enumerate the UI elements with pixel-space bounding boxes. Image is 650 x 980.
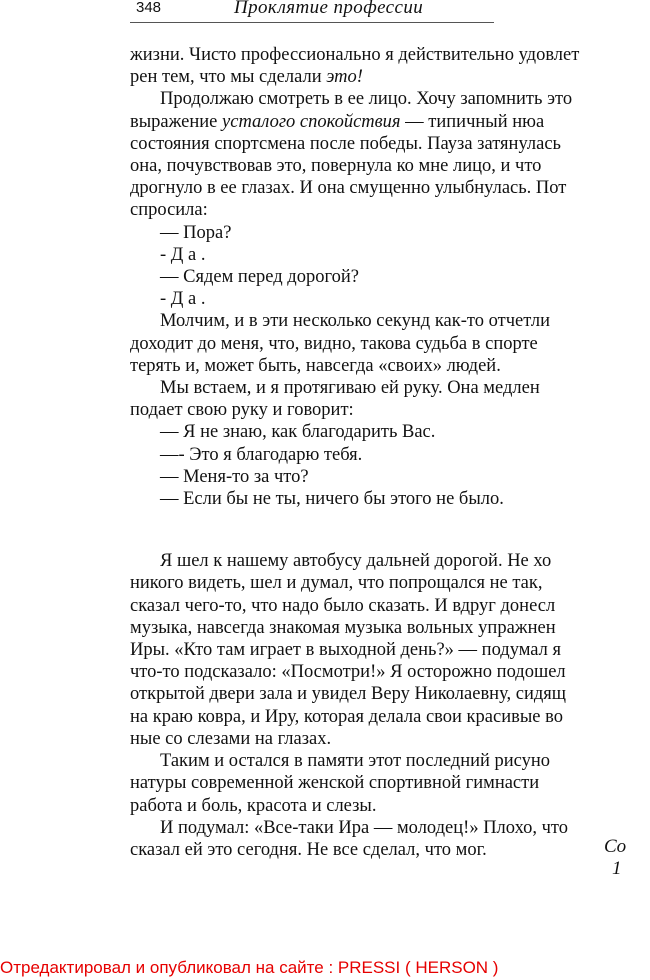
text-line: на краю ковра, и Иру, которая делала свои красивые во	[130, 706, 563, 727]
text-line: открытой двери зала и увидел Веру Николаевну, сидящ	[130, 684, 567, 705]
text-line: Таким и остался в памяти этот последний рисуно	[160, 751, 551, 772]
text-line: выражение усталого спокойствия — типичный нюа	[130, 111, 545, 132]
body-text	[130, 44, 650, 861]
dialogue-line: — Сядем перед дорогой?	[160, 267, 359, 288]
signature-line-2: 1	[612, 858, 622, 879]
text-line: дрогнуло в ее глазах. И она смущенно улыбнулась. Пот	[130, 178, 567, 199]
text-line: подает свою руку и говорит:	[130, 400, 354, 421]
dialogue-line: — Пора?	[160, 222, 232, 243]
dialogue-line: — Меня-то за что?	[160, 466, 309, 487]
text-line: натуры современной женской спортивной гимнасти	[130, 773, 540, 794]
text-line: сказал ей это сегодня. Не все сделал, что мог.	[130, 839, 487, 860]
dialogue-line: - Д а .	[160, 244, 206, 265]
text-line: сказал чего-то, что надо было сказать. И вдруг донесл	[130, 595, 556, 616]
italic-emphasis: усталого спокойствия	[222, 111, 401, 132]
dialogue-line: — Если бы не ты, ничего бы этого не было.	[160, 489, 504, 510]
dialogue-line: —- Это я благодарю тебя.	[160, 444, 363, 465]
text-line: она, почувствовав это, повернула ко мне лицо, и что	[130, 156, 542, 177]
dialogue-line: — Я не знаю, как благодарить Вас.	[160, 422, 436, 443]
italic-emphasis: это!	[326, 67, 363, 88]
running-header	[130, 0, 494, 23]
text-line: состояния спортсмена после победы. Пауза затянулась	[130, 133, 561, 154]
page-number: 348	[136, 0, 162, 16]
text-line: ные со слезами на глазах.	[130, 728, 332, 749]
text-line: Продолжаю смотреть в ее лицо. Хочу запомнить это	[160, 89, 573, 110]
signature-line-1: Co	[604, 836, 627, 857]
text-line: что-то подсказало: «Посмотри!» Я осторожно подошел	[130, 662, 566, 683]
text-line: жизни. Чисто профессионально я действительно удовлет	[130, 45, 580, 65]
footer-credit: Отредактировал и опубликовал на сайте : PRESSI ( HERSON )	[0, 958, 499, 977]
text-line: музыка, навсегда знакомая музыка вольных упражнен	[130, 617, 556, 638]
text-line: Молчим, и в эти несколько секунд как-то отчетли	[160, 311, 550, 332]
text-line: рен тем, что мы сделали это!	[130, 67, 363, 88]
text-line: никого видеть, шел и думал, что попрощался не так,	[130, 573, 543, 594]
text-line: Я шел к нашему автобусу дальней дорогой. Не хо	[160, 551, 552, 572]
text-line: спросила:	[130, 200, 208, 221]
text-line: Иры. «Кто там играет в выходной день?» — подумал я	[130, 640, 562, 661]
running-title: Проклятие профессии	[234, 0, 424, 18]
text-line: И подумал: «Все-таки Ира — молодец!» Плохо, что	[160, 817, 569, 838]
text-line: Мы встаем, и я протягиваю ей руку. Она медлен	[160, 378, 540, 399]
dialogue-line: - Д а .	[160, 289, 206, 310]
text-line: доходит до меня, что, видно, такова судьба в спорте	[130, 333, 538, 354]
text-line: терять и, может быть, навсегда «своих» людей.	[130, 355, 501, 376]
text-line: работа и боль, красота и слезы.	[130, 795, 377, 816]
